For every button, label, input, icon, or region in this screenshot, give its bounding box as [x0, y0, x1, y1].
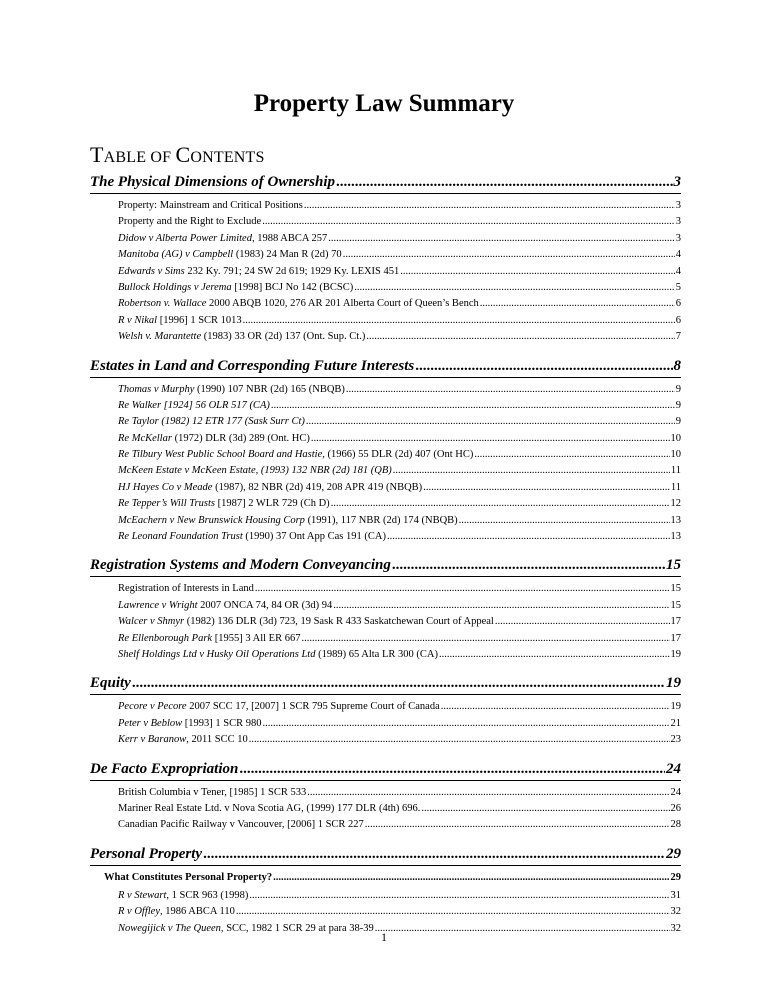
citation-text: , 1 SCR 963 (1998): [166, 889, 249, 901]
case-name: Didow v Alberta Power Limited: [118, 232, 252, 244]
toc-section-page: 19: [666, 675, 681, 692]
toc-entry-title: [118, 496, 330, 512]
toc-entry-title: [118, 447, 473, 463]
toc-entry-link[interactable]: [90, 581, 681, 597]
toc-entry-title: [118, 529, 386, 545]
toc-entry-link[interactable]: [90, 513, 681, 529]
case-name: Re Ellenborough Park: [118, 632, 213, 644]
citation-text: (1991), 117 NBR (2d) 174 (NBQB): [304, 514, 458, 526]
toc-entry-title: [118, 631, 300, 647]
toc-section: [90, 553, 681, 671]
toc-entry-title: [118, 264, 399, 280]
toc-entry-page: 19: [670, 648, 681, 660]
table-of-contents: [90, 170, 681, 937]
toc-entry-title: [118, 414, 305, 430]
toc-entry-link[interactable]: [90, 329, 681, 345]
toc-entry-title: [118, 614, 494, 630]
dot-leader: [439, 647, 670, 663]
dot-leader: [392, 555, 665, 575]
toc-entry-page: 3: [675, 232, 681, 244]
case-name: Re Leonard Foundation Trust: [118, 531, 243, 543]
citation-text: 2000 ABQB 1020, 276 AR 201 Alberta Court of Queen’s Bench: [206, 298, 479, 310]
dot-leader: [304, 198, 675, 214]
toc-entry-link[interactable]: [90, 480, 681, 496]
toc-entry-page: 21: [670, 717, 681, 729]
toc-section-title: Equity: [90, 675, 131, 692]
toc-entry-title: [118, 513, 458, 529]
dot-leader: [354, 280, 674, 296]
toc-entry-link[interactable]: [90, 280, 681, 296]
toc-entry-page: 9: [675, 383, 681, 395]
toc-entry-title: [118, 888, 248, 904]
toc-entry-link[interactable]: [90, 801, 681, 817]
toc-section-page: 24: [666, 760, 681, 777]
toc-entry-link[interactable]: [90, 313, 681, 329]
toc-subheading-title: What Constitutes Personal Property?: [104, 871, 273, 883]
citation-text: [1998] BCJ No 142 (BCSC): [231, 281, 354, 293]
citation-text: (1983) 24 Man R (2d) 70: [233, 249, 342, 261]
dot-leader: [393, 463, 670, 479]
dot-leader: [203, 844, 665, 864]
case-name: Nowegijick v The Queen,: [118, 922, 224, 934]
toc-heading-smallcaps-2: ONTENTS: [190, 149, 265, 166]
citation-text: (1972) DLR (3d) 289 (Ont. HC): [171, 432, 310, 444]
citation-text: (1990) 107 NBR (2d) 165 (NBQB): [194, 383, 345, 395]
toc-section-page: 3: [673, 174, 681, 190]
toc-entry-link[interactable]: [90, 614, 681, 630]
citation-text: 2007 ONCA 74, 84 OR (3d) 94: [197, 599, 333, 611]
dot-leader: [255, 581, 670, 597]
dot-leader: [474, 447, 669, 463]
citation-text: (1989) 65 Alta LR 300 (CA): [315, 648, 438, 660]
toc-section: [90, 842, 681, 937]
case-name: Re Walker [1924] 56 OLR 517 (CA): [118, 399, 270, 411]
page-number: 1: [381, 930, 387, 944]
case-name: Re Tepper’s Will Trusts: [118, 498, 215, 510]
dot-leader: [459, 513, 670, 529]
dot-leader: [301, 631, 669, 647]
toc-section-title: Personal Property: [90, 845, 203, 862]
toc-entry-title: [118, 431, 310, 447]
toc-entry-title: [118, 817, 364, 833]
toc-entry-link[interactable]: [90, 198, 681, 214]
case-name: McKeen Estate v McKeen Estate, (1993) 132 NBR (2d) 181 (QB): [118, 465, 392, 477]
toc-entry-page: 11: [670, 465, 681, 477]
toc-entry-link[interactable]: [90, 888, 681, 904]
toc-entry-page: 6: [675, 314, 681, 326]
toc-entry-link[interactable]: [90, 496, 681, 512]
toc-entry-page: 31: [670, 889, 681, 901]
citation-text: 232 Ky. 791; 24 SW 2d 619; 1929 Ky. LEXIS 451: [184, 265, 400, 277]
dot-leader: [441, 699, 670, 715]
toc-section-title: Registration Systems and Modern Conveyancing: [90, 557, 391, 574]
toc-entry-page: 9: [675, 399, 681, 411]
citation-text: Canadian Pacific Railway v Vancouver, [2006] 1 SCR 227: [118, 819, 364, 831]
toc-entry-title: [118, 198, 303, 214]
toc-section-link[interactable]: [90, 757, 681, 781]
toc-entry-title: [118, 280, 353, 296]
dot-leader: [262, 214, 675, 230]
section-spacer: [90, 663, 681, 671]
toc-section: [90, 354, 681, 554]
toc-entry-title: [118, 480, 422, 496]
toc-entry-page: 17: [670, 616, 681, 628]
toc-entry-link[interactable]: [90, 264, 681, 280]
toc-section-page: 15: [666, 557, 681, 574]
toc-entry-page: 12: [670, 498, 681, 510]
citation-text: Registration of Interests in Land: [118, 583, 254, 595]
toc-entry-page: 24: [670, 786, 681, 798]
citation-text: Property: Mainstream and Critical Positions: [118, 200, 303, 211]
toc-entry-page: 3: [675, 200, 681, 211]
toc-entry-page: 5: [675, 281, 681, 293]
case-name: R v Nikal: [118, 314, 158, 326]
toc-entry-page: 11: [670, 481, 681, 493]
toc-entry-title: [118, 732, 248, 748]
toc-entry-page: 3: [675, 216, 681, 228]
case-name: Welsh v. Marantette: [118, 331, 202, 343]
dot-leader: [495, 614, 670, 630]
citation-text: (1987), 82 NBR (2d) 419, 208 APR 419 (NBQB): [212, 481, 423, 493]
toc-entry-page: 10: [670, 432, 681, 444]
case-name: HJ Hayes Co v Meade: [118, 481, 213, 493]
case-name: R v Stewart: [118, 889, 167, 901]
toc-section-title: The Physical Dimensions of Ownership: [90, 174, 336, 190]
toc-entry-page: 32: [670, 906, 681, 918]
dot-leader: [311, 431, 670, 447]
toc-entry-page: 13: [670, 531, 681, 543]
citation-text: Mariner Real Estate Ltd. v Nova Scotia AG, (1999) 177 DLR (4th) 696.: [118, 802, 421, 814]
dot-leader: [273, 870, 669, 886]
toc-entry-title: [118, 785, 306, 801]
citation-text: (1990) 37 Ont App Cas 191 (CA): [242, 531, 386, 543]
toc-entry-title: [118, 231, 327, 247]
toc-entry-link[interactable]: [90, 529, 681, 545]
toc-entry-link[interactable]: [90, 817, 681, 833]
dot-leader: [343, 247, 675, 263]
toc-entry-page: 13: [670, 514, 681, 526]
toc-entry-title: [118, 247, 342, 263]
dot-leader: [366, 329, 674, 345]
dot-leader: [306, 414, 675, 430]
toc-entry-page: 32: [670, 922, 681, 934]
toc-entry-link[interactable]: [90, 785, 681, 801]
toc-entry-title: [118, 801, 420, 817]
toc-entry-page: 15: [670, 583, 681, 595]
toc-entry-link[interactable]: [90, 414, 681, 430]
toc-section-page: 8: [673, 357, 681, 374]
citation-text: [1993] 1 SCR 980: [182, 717, 262, 729]
toc-entry-link[interactable]: [90, 214, 681, 230]
toc-entry-page: 19: [670, 701, 681, 713]
toc-entry-link[interactable]: [90, 631, 681, 647]
case-name: Manitoba (AG) v Campbell: [118, 249, 234, 261]
citation-text: SCC, 1982 1 SCR 29 at para 38-39: [223, 922, 374, 934]
dot-leader: [387, 529, 670, 545]
citation-text: Property and the Right to Exclude: [118, 216, 262, 228]
dot-leader: [239, 759, 665, 779]
dot-leader: [263, 716, 670, 732]
toc-entry-title: [118, 716, 262, 732]
toc-entry-title: [118, 382, 345, 398]
toc-entry-link[interactable]: [90, 382, 681, 398]
toc-entry-page: 28: [670, 819, 681, 831]
citation-text: (1983) 33 OR (2d) 137 (Ont. Sup. Ct.): [201, 331, 366, 343]
toc-section-title: Estates in Land and Corresponding Future Interests: [90, 357, 415, 374]
case-name: McEachern v New Brunswick Housing Corp: [118, 514, 305, 526]
toc-entry-title: [118, 398, 270, 414]
toc-section-title: De Facto Expropriation: [90, 760, 239, 777]
toc-heading-c: C: [175, 142, 191, 167]
section-spacer: [90, 545, 681, 553]
dot-leader: [331, 496, 670, 512]
citation-text: [1987] 2 WLR 729 (Ch D): [214, 498, 330, 510]
toc-entry-title: [118, 329, 365, 345]
toc-entry-page: 4: [675, 249, 681, 261]
toc-entry-page: 6: [675, 298, 681, 310]
toc-entry-link[interactable]: [90, 716, 681, 732]
section-spacer: [90, 749, 681, 757]
case-name: Re Tilbury West Public School Board and Hastie: [118, 449, 323, 461]
dot-leader: [236, 904, 670, 920]
toc-entry-page: 4: [675, 265, 681, 277]
case-name: Edwards v Sims: [118, 265, 185, 277]
case-name: Kerr v Baranow: [118, 734, 187, 746]
dot-leader: [346, 382, 675, 398]
dot-leader: [415, 356, 672, 376]
toc-entry-title: [118, 581, 254, 597]
dot-leader: [400, 264, 674, 280]
toc-entry-page: 26: [670, 802, 681, 814]
toc-entry-link[interactable]: [90, 699, 681, 715]
toc-entry-title: [118, 647, 438, 663]
citation-text: [1955] 3 All ER 667: [212, 632, 301, 644]
toc-entry-link[interactable]: [90, 647, 681, 663]
dot-leader: [423, 480, 670, 496]
dot-leader: [480, 296, 675, 312]
toc-entry-title: [118, 313, 242, 329]
toc-section-link[interactable]: [90, 671, 681, 695]
toc-section: [90, 170, 681, 354]
toc-entry-page: 7: [675, 331, 681, 343]
toc-heading: [90, 142, 265, 171]
dot-leader: [421, 801, 669, 817]
citation-text: 2007 SCC 17, [2007] 1 SCR 795 Supreme Court of Canada: [186, 701, 440, 713]
toc-entry-page: 23: [670, 734, 681, 746]
dot-leader: [328, 231, 675, 247]
toc-entry-title: [118, 463, 392, 479]
document-title: Property Law Summary: [253, 90, 515, 117]
case-name: Re Taylor (1982) 12 ETR 177 (Sask Surr Ct): [118, 416, 305, 428]
dot-leader: [243, 313, 675, 329]
dot-leader: [271, 398, 675, 414]
case-name: R v Offley: [118, 906, 160, 918]
case-name: Peter v Beblow: [118, 717, 183, 729]
case-name: Re McKellar: [118, 432, 172, 444]
citation-text: British Columbia v Tener, [1985] 1 SCR 533: [118, 786, 307, 798]
dot-leader: [336, 172, 672, 192]
toc-entry-link[interactable]: [90, 447, 681, 463]
case-name: Walcer v Shmyr: [118, 616, 185, 628]
citation-text: , 1986 ABCA 110: [159, 906, 235, 918]
dot-leader: [333, 598, 669, 614]
citation-text: , 2011 SCC 10: [186, 734, 248, 746]
dot-leader: [249, 888, 669, 904]
toc-heading-t: T: [90, 142, 104, 167]
case-name: Thomas v Murphy: [118, 383, 195, 395]
citation-text: [1996] 1 SCR 1013: [157, 314, 242, 326]
toc-section-page: 29: [666, 845, 681, 862]
toc-entry-title: [118, 296, 479, 312]
toc-entry-page: 15: [670, 599, 681, 611]
toc-entry-link[interactable]: [90, 904, 681, 920]
toc-entry-page: 10: [670, 449, 681, 461]
toc-entry-link[interactable]: [90, 463, 681, 479]
toc-section-link[interactable]: [90, 553, 681, 577]
toc-entry-page: 9: [675, 416, 681, 428]
toc-entry-title: [118, 598, 332, 614]
toc-entry-link[interactable]: [90, 732, 681, 748]
toc-section: [90, 671, 681, 756]
toc-entry-title: [118, 904, 235, 920]
toc-entry-link[interactable]: [90, 247, 681, 263]
toc-entry-title: [118, 699, 440, 715]
toc-section-link[interactable]: [90, 170, 681, 194]
section-spacer: [90, 834, 681, 842]
case-name: Pecore v Pecore: [118, 701, 187, 713]
citation-text: (1982) 136 DLR (3d) 723, 19 Sask R 433 Saskatchewan Court of Appeal: [184, 616, 494, 628]
toc-entry-link[interactable]: [90, 398, 681, 414]
dot-leader: [249, 732, 670, 748]
citation-text: , (1966) 55 DLR (2d) 407 (Ont HC): [322, 449, 474, 461]
toc-entry-page: 17: [670, 632, 681, 644]
toc-entry-link[interactable]: [90, 231, 681, 247]
dot-leader: [365, 817, 670, 833]
toc-section-link[interactable]: [90, 842, 681, 866]
dot-leader: [132, 673, 665, 693]
toc-section-link[interactable]: [90, 354, 681, 378]
toc-section: [90, 757, 681, 842]
citation-text: , 1988 ABCA 257: [251, 232, 328, 244]
case-name: Lawrence v Wright: [118, 599, 198, 611]
dot-leader: [307, 785, 669, 801]
toc-entry-link[interactable]: [90, 296, 681, 312]
toc-heading-smallcaps-1: ABLE OF: [103, 149, 176, 166]
case-name: Robertson v. Wallace: [118, 298, 207, 310]
toc-subheading-page: 29: [670, 871, 681, 883]
toc-subheading-link[interactable]: [90, 870, 681, 888]
toc-entry-link[interactable]: [90, 431, 681, 447]
case-name: Bullock Holdings v Jerema: [118, 281, 232, 293]
toc-entry-title: [118, 214, 261, 230]
case-name: Shelf Holdings Ltd v Husky Oil Operations Ltd: [118, 648, 316, 660]
section-spacer: [90, 346, 681, 354]
toc-entry-link[interactable]: [90, 598, 681, 614]
